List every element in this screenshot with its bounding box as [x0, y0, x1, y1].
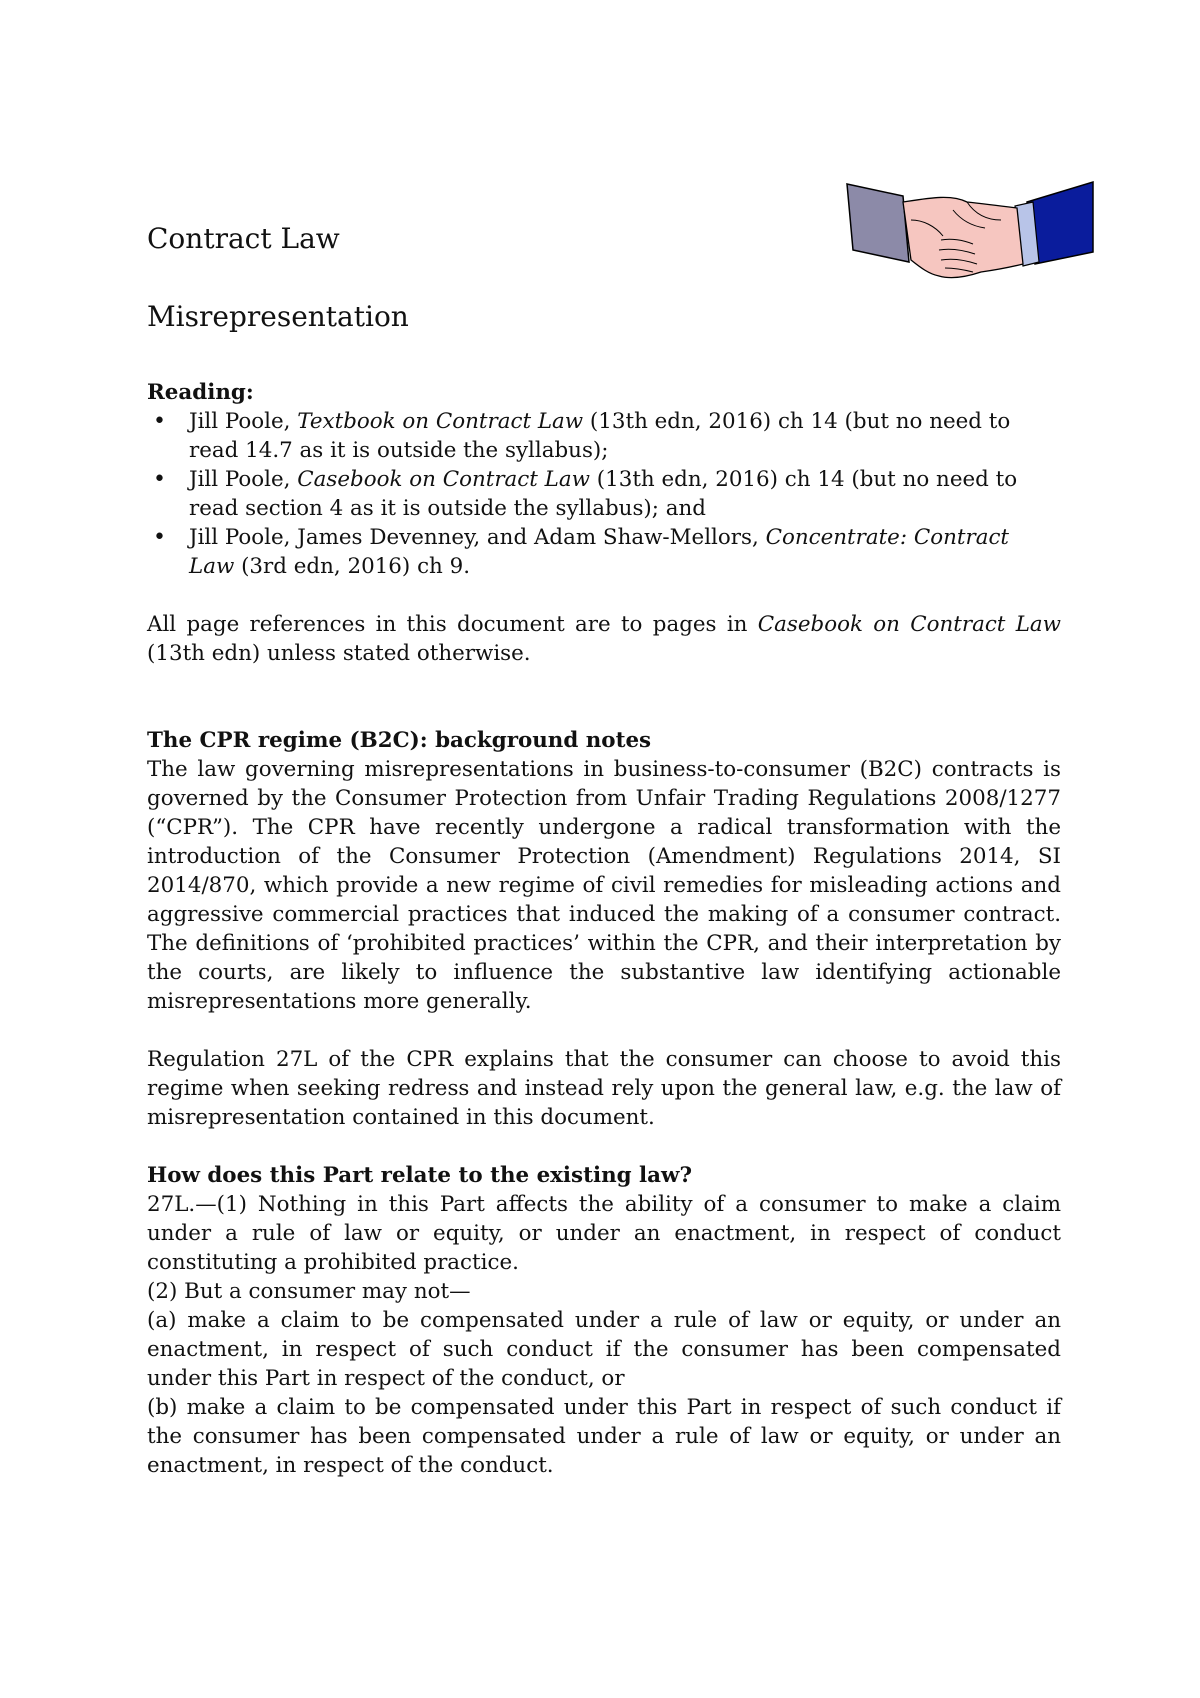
- book-title: Textbook on Contract Law: [297, 409, 584, 434]
- cpr-heading: The CPR regime (B2C): background notes: [147, 728, 652, 753]
- reading-heading: Reading:: [147, 380, 254, 405]
- handshake-icon: [845, 180, 1095, 284]
- reg-27l-p4: (b) make a claim to be compensated under this Part in respect of such conduct if the consumer has been compensated under a rule of law or equity, or under an enactment, in respect of the conduct.: [147, 1395, 1061, 1478]
- regulation-paragraph: Regulation 27L of the CPR explains that the consumer can choose to avoid this regime when seeking redress and instead rely upon the general law, e.g. the law of misrepresentation contained in this document.: [147, 1047, 1061, 1130]
- document-subtitle: Misrepresentation: [147, 300, 409, 333]
- reading-item: • Jill Poole, Casebook on Contract Law (13th edn, 2016) ch 14 (but no need to read section 4 as it is outside the syllabus); and: [147, 465, 1061, 523]
- document-body: [147, 378, 1061, 1480]
- cpr-paragraph: The law governing misrepresentations in business-to-consumer (B2C) contracts is governed by the Consumer Protection from Unfair Trading Regulations 2008/1277 (“CPR”). The CPR have recently undergone a radical transformation with the introduction of the Consumer Protection (Amendment) Regulations 2014, SI 2014/870, which provide a new regime of civil remedies for misleading actions and aggressive commercial practices that induced the making of a consumer contract. The definitions of ‘prohibited practices’ within the CPR, and their interpretation by the courts, are likely to influence the substantive law identifying actionable misrepresentations more generally.: [147, 757, 1061, 1014]
- document-title: Contract Law: [147, 222, 340, 255]
- reading-list: [147, 407, 1061, 581]
- book-title: Concentrate: Contract Law: [189, 525, 1010, 579]
- book-title: Casebook on Contract Law: [757, 612, 1061, 637]
- reading-item: • Jill Poole, Textbook on Contract Law (13th edn, 2016) ch 14 (but no need to read 14.7 as it is outside the syllabus);: [147, 407, 1061, 465]
- book-title: Casebook on Contract Law: [297, 467, 590, 492]
- relate-heading: How does this Part relate to the existing law?: [147, 1163, 692, 1188]
- reg-27l-p2: (2) But a consumer may not—: [147, 1279, 471, 1304]
- reg-27l-p1: 27L.—(1) Nothing in this Part affects the ability of a consumer to make a claim under a rule of law or equity, or under an enactment, in respect of conduct constituting a prohibited practice.: [147, 1192, 1061, 1275]
- page-references-note: All page references in this document are to pages in Casebook on Contract Law (13th edn) unless stated otherwise.: [147, 612, 1061, 666]
- reading-item: • Jill Poole, James Devenney, and Adam Shaw-Mellors, Concentrate: Contract Law (3rd edn, 2016) ch 9.: [147, 523, 1061, 581]
- reg-27l-p3: (a) make a claim to be compensated under a rule of law or equity, or under an enactment, in respect of such conduct if the consumer has been compensated under this Part in respect of the conduct, or: [147, 1308, 1061, 1391]
